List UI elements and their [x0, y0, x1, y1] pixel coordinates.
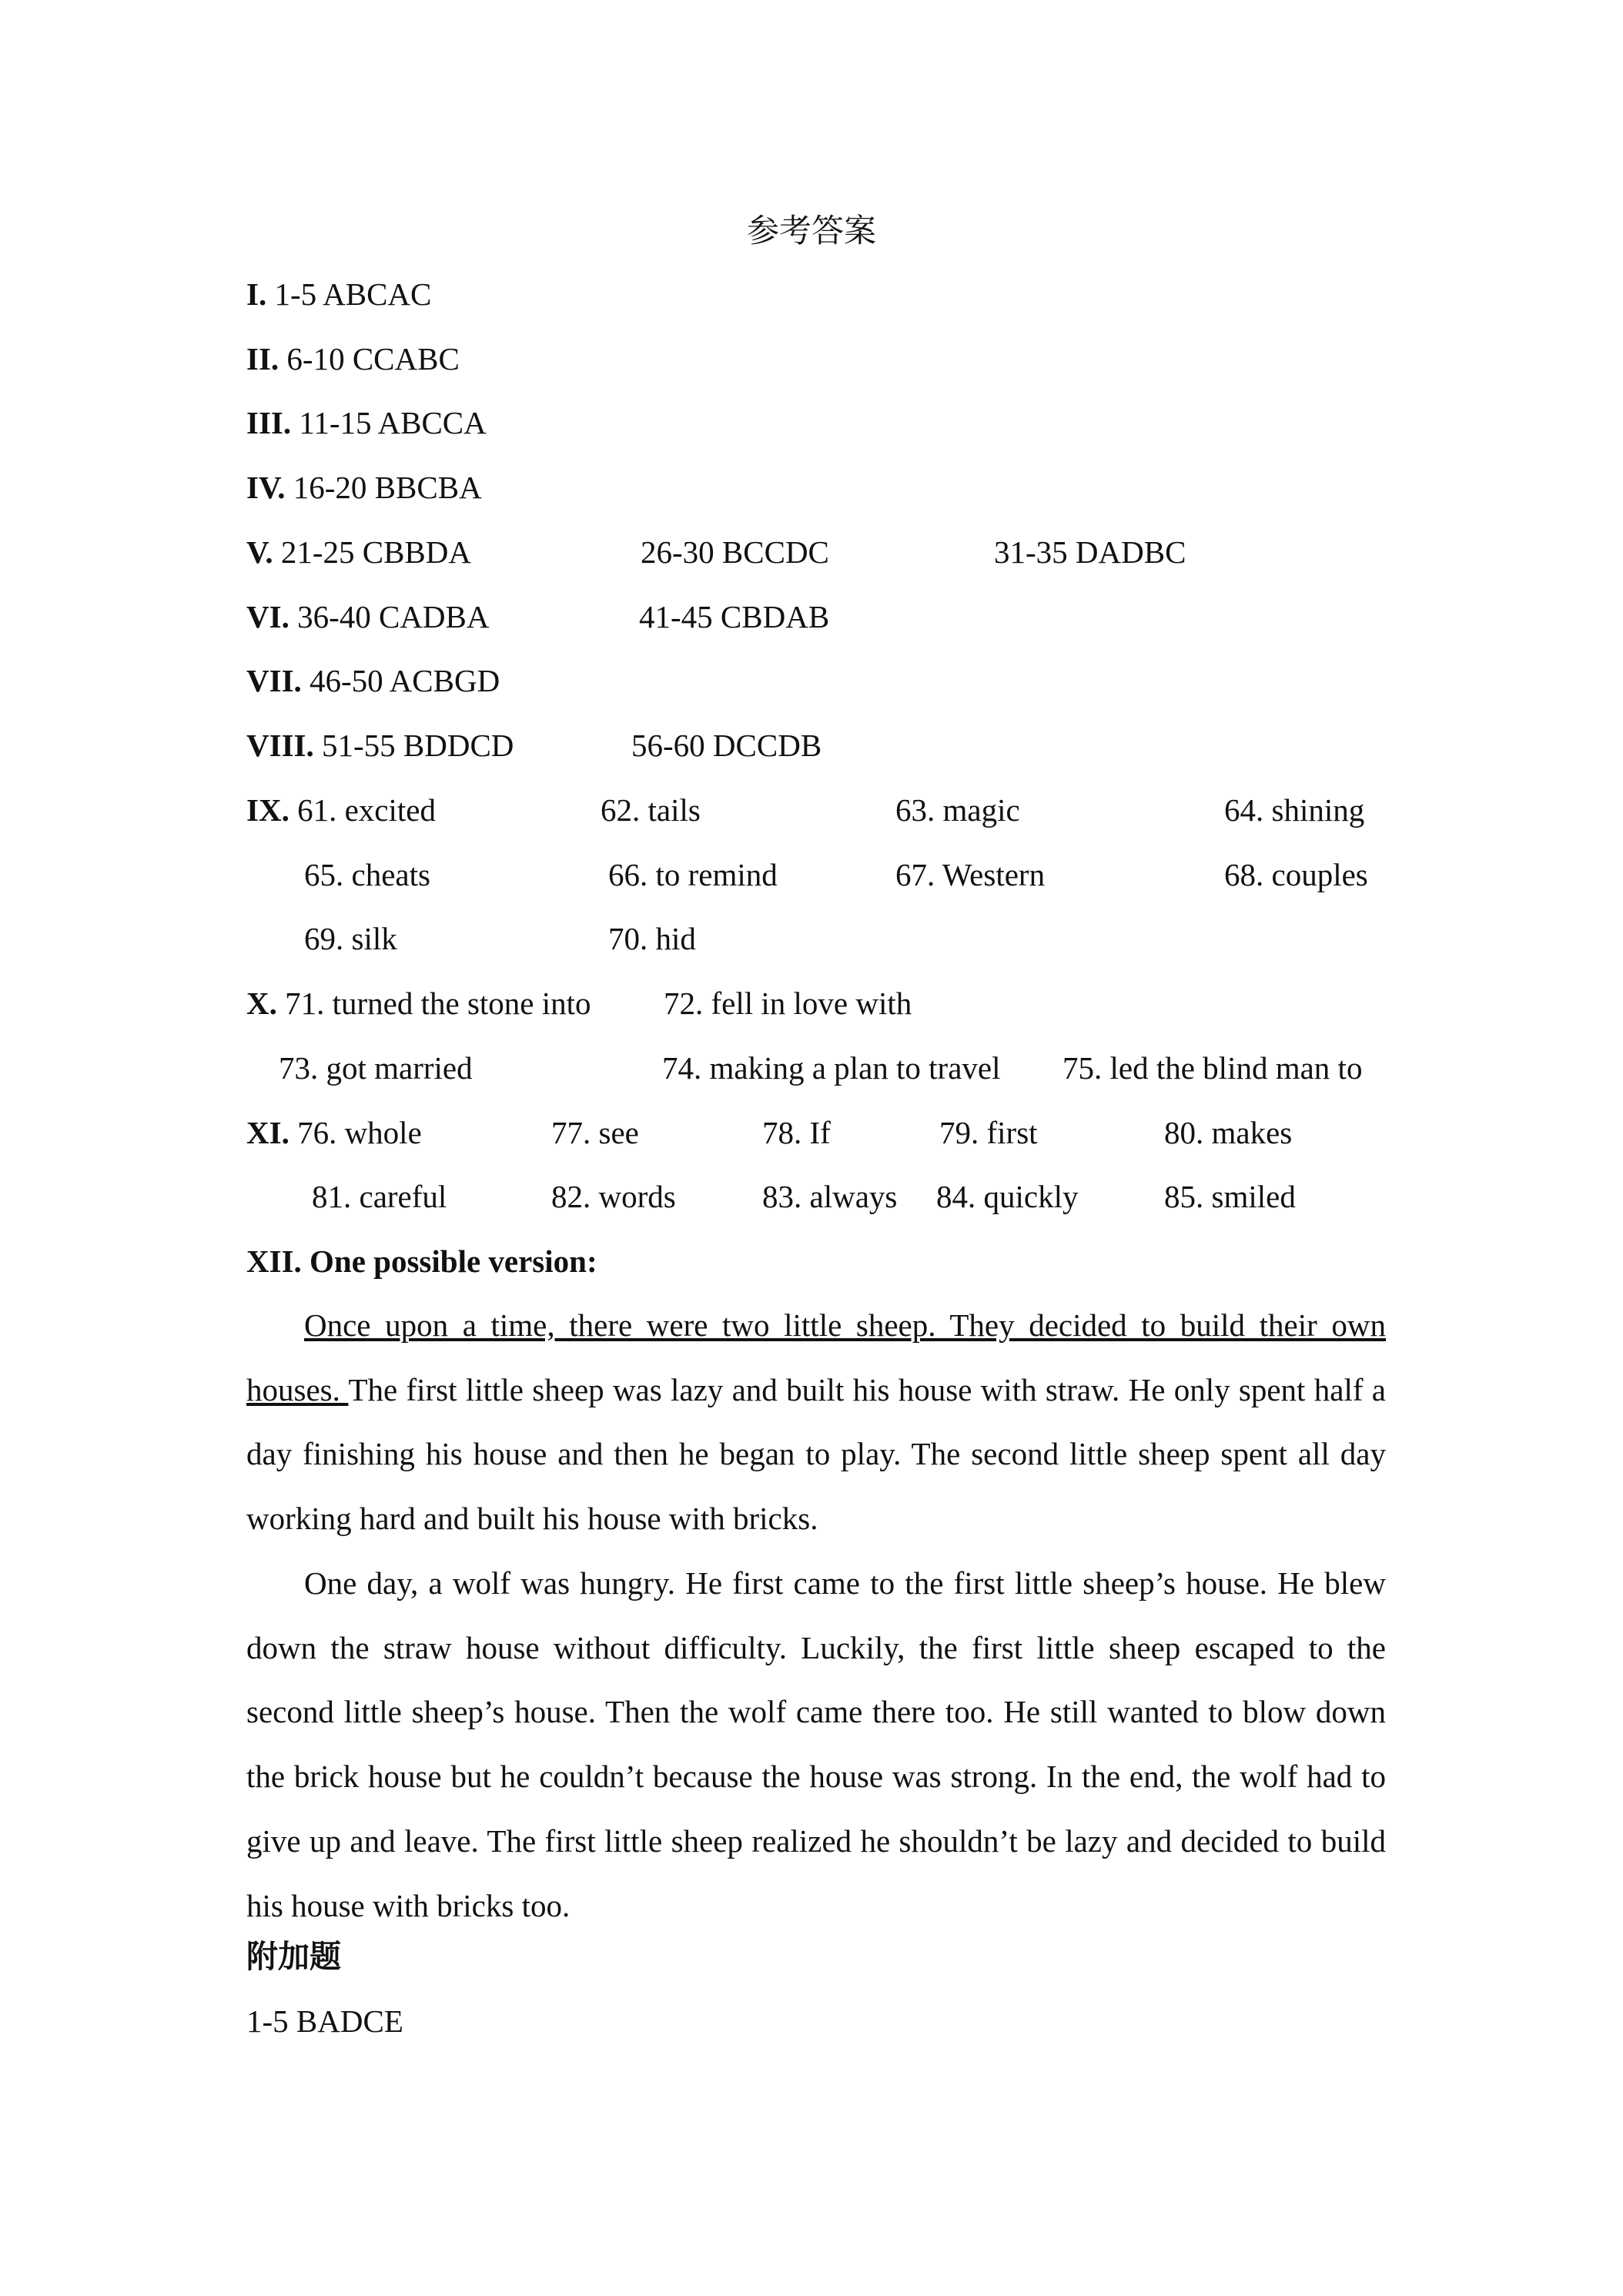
- answer-item: 83. always: [762, 1179, 898, 1214]
- answer-item: 61. excited: [297, 792, 436, 828]
- answer-item: 78. If: [762, 1115, 831, 1150]
- answer-item: 81. careful: [312, 1179, 447, 1214]
- section-1: [246, 275, 431, 313]
- section-number: IX.: [246, 792, 289, 828]
- answer-group: 46-50 ACBGD: [310, 663, 500, 698]
- essay-text: The first little sheep was lazy and built his house with straw. He only spent half a day finishing his house and then he began to play. The second little sheep spent all day working hard and built his house with bricks.: [246, 1371, 1386, 1537]
- section-10: [246, 984, 591, 1022]
- section-number: X.: [246, 986, 277, 1021]
- extra-questions-heading: 附加题: [246, 1938, 341, 1975]
- answer-group: 11-15 ABCCA: [299, 405, 487, 440]
- section-number: III.: [246, 405, 292, 440]
- section-number: VIII.: [246, 728, 314, 763]
- answer-item: 71. turned the stone into: [285, 986, 591, 1021]
- section-number: I.: [246, 276, 267, 312]
- answer-item: 63. magic: [895, 792, 1020, 828]
- answer-item: 77. see: [551, 1115, 639, 1150]
- answer-group: 26-30 BCCDC: [641, 534, 829, 570]
- answer-item: 62. tails: [601, 792, 701, 828]
- answer-item: 73. got married: [279, 1050, 473, 1086]
- section-5: [246, 533, 471, 571]
- essay-underlined-sentence: Once upon a time, there were two little sheep. They decided to build their own houses.: [246, 1307, 1386, 1407]
- extra-answer: 1-5 BADCE: [246, 2003, 403, 2039]
- answer-item: 69. silk: [304, 921, 397, 956]
- answer-item: 67. Western: [895, 857, 1046, 892]
- section-12-heading: XII. One possible version:: [246, 1243, 597, 1279]
- answer-item: 66. to remind: [608, 857, 778, 892]
- answer-item: 68. couples: [1224, 857, 1368, 892]
- answer-item: 74. making a plan to travel: [662, 1050, 1001, 1086]
- essay-paragraph-2: [246, 1551, 1386, 1938]
- answer-group: 21-25 CBBDA: [280, 534, 471, 570]
- section-number: II.: [246, 341, 279, 377]
- section-number: VI.: [246, 599, 289, 634]
- section-11: [246, 1113, 422, 1152]
- section-number: XI.: [246, 1115, 289, 1150]
- answer-item: 85. smiled: [1164, 1179, 1296, 1214]
- answer-group: 41-45 CBDAB: [639, 599, 830, 634]
- section-6: [246, 597, 490, 636]
- answer-item: 70. hid: [608, 921, 696, 956]
- section-3: [246, 403, 487, 442]
- answer-group: 1-5 ABCAC: [274, 276, 432, 312]
- answer-item: 72. fell in love with: [664, 986, 912, 1021]
- answer-item: 80. makes: [1164, 1115, 1293, 1150]
- answer-item: 84. quickly: [936, 1179, 1079, 1214]
- essay-text: One day, a wolf was hungry. He first came to the first little sheep’s house. He blew down the straw house without difficulty. Luckily, the first little sheep escaped to the second little sheep’s house. Then the wolf came there too. He still wanted to blow down the brick house but he couldn’t because the house was strong. In the end, the wolf had to give up and leave. The first little sheep realized he shouldn’t be lazy and decided to build his house with bricks too.: [246, 1565, 1386, 1923]
- answer-group: 56-60 DCCDB: [631, 728, 822, 763]
- answer-item: 82. words: [551, 1179, 676, 1214]
- section-4: [246, 468, 482, 507]
- essay-paragraph-1: [246, 1294, 1386, 1551]
- section-number: VII.: [246, 663, 302, 698]
- answer-item: 64. shining: [1224, 792, 1365, 828]
- answer-item: 75. led the blind man to: [1062, 1050, 1363, 1086]
- page-title: 参考答案: [746, 212, 876, 249]
- answer-group: 31-35 DADBC: [994, 534, 1186, 570]
- answer-group: 51-55 BDDCD: [321, 728, 514, 763]
- answer-group: 16-20 BBCBA: [293, 470, 482, 505]
- section-9: [246, 791, 436, 829]
- section-8: [246, 726, 514, 765]
- section-2: [246, 340, 460, 378]
- section-7: [246, 661, 500, 700]
- section-number: V.: [246, 534, 273, 570]
- answer-item: 65. cheats: [304, 857, 430, 892]
- section-number: IV.: [246, 470, 286, 505]
- answer-group: 6-10 CCABC: [286, 341, 460, 377]
- answer-group: 36-40 CADBA: [297, 599, 490, 634]
- answer-item: 79. first: [939, 1115, 1038, 1150]
- answer-item: 76. whole: [297, 1115, 422, 1150]
